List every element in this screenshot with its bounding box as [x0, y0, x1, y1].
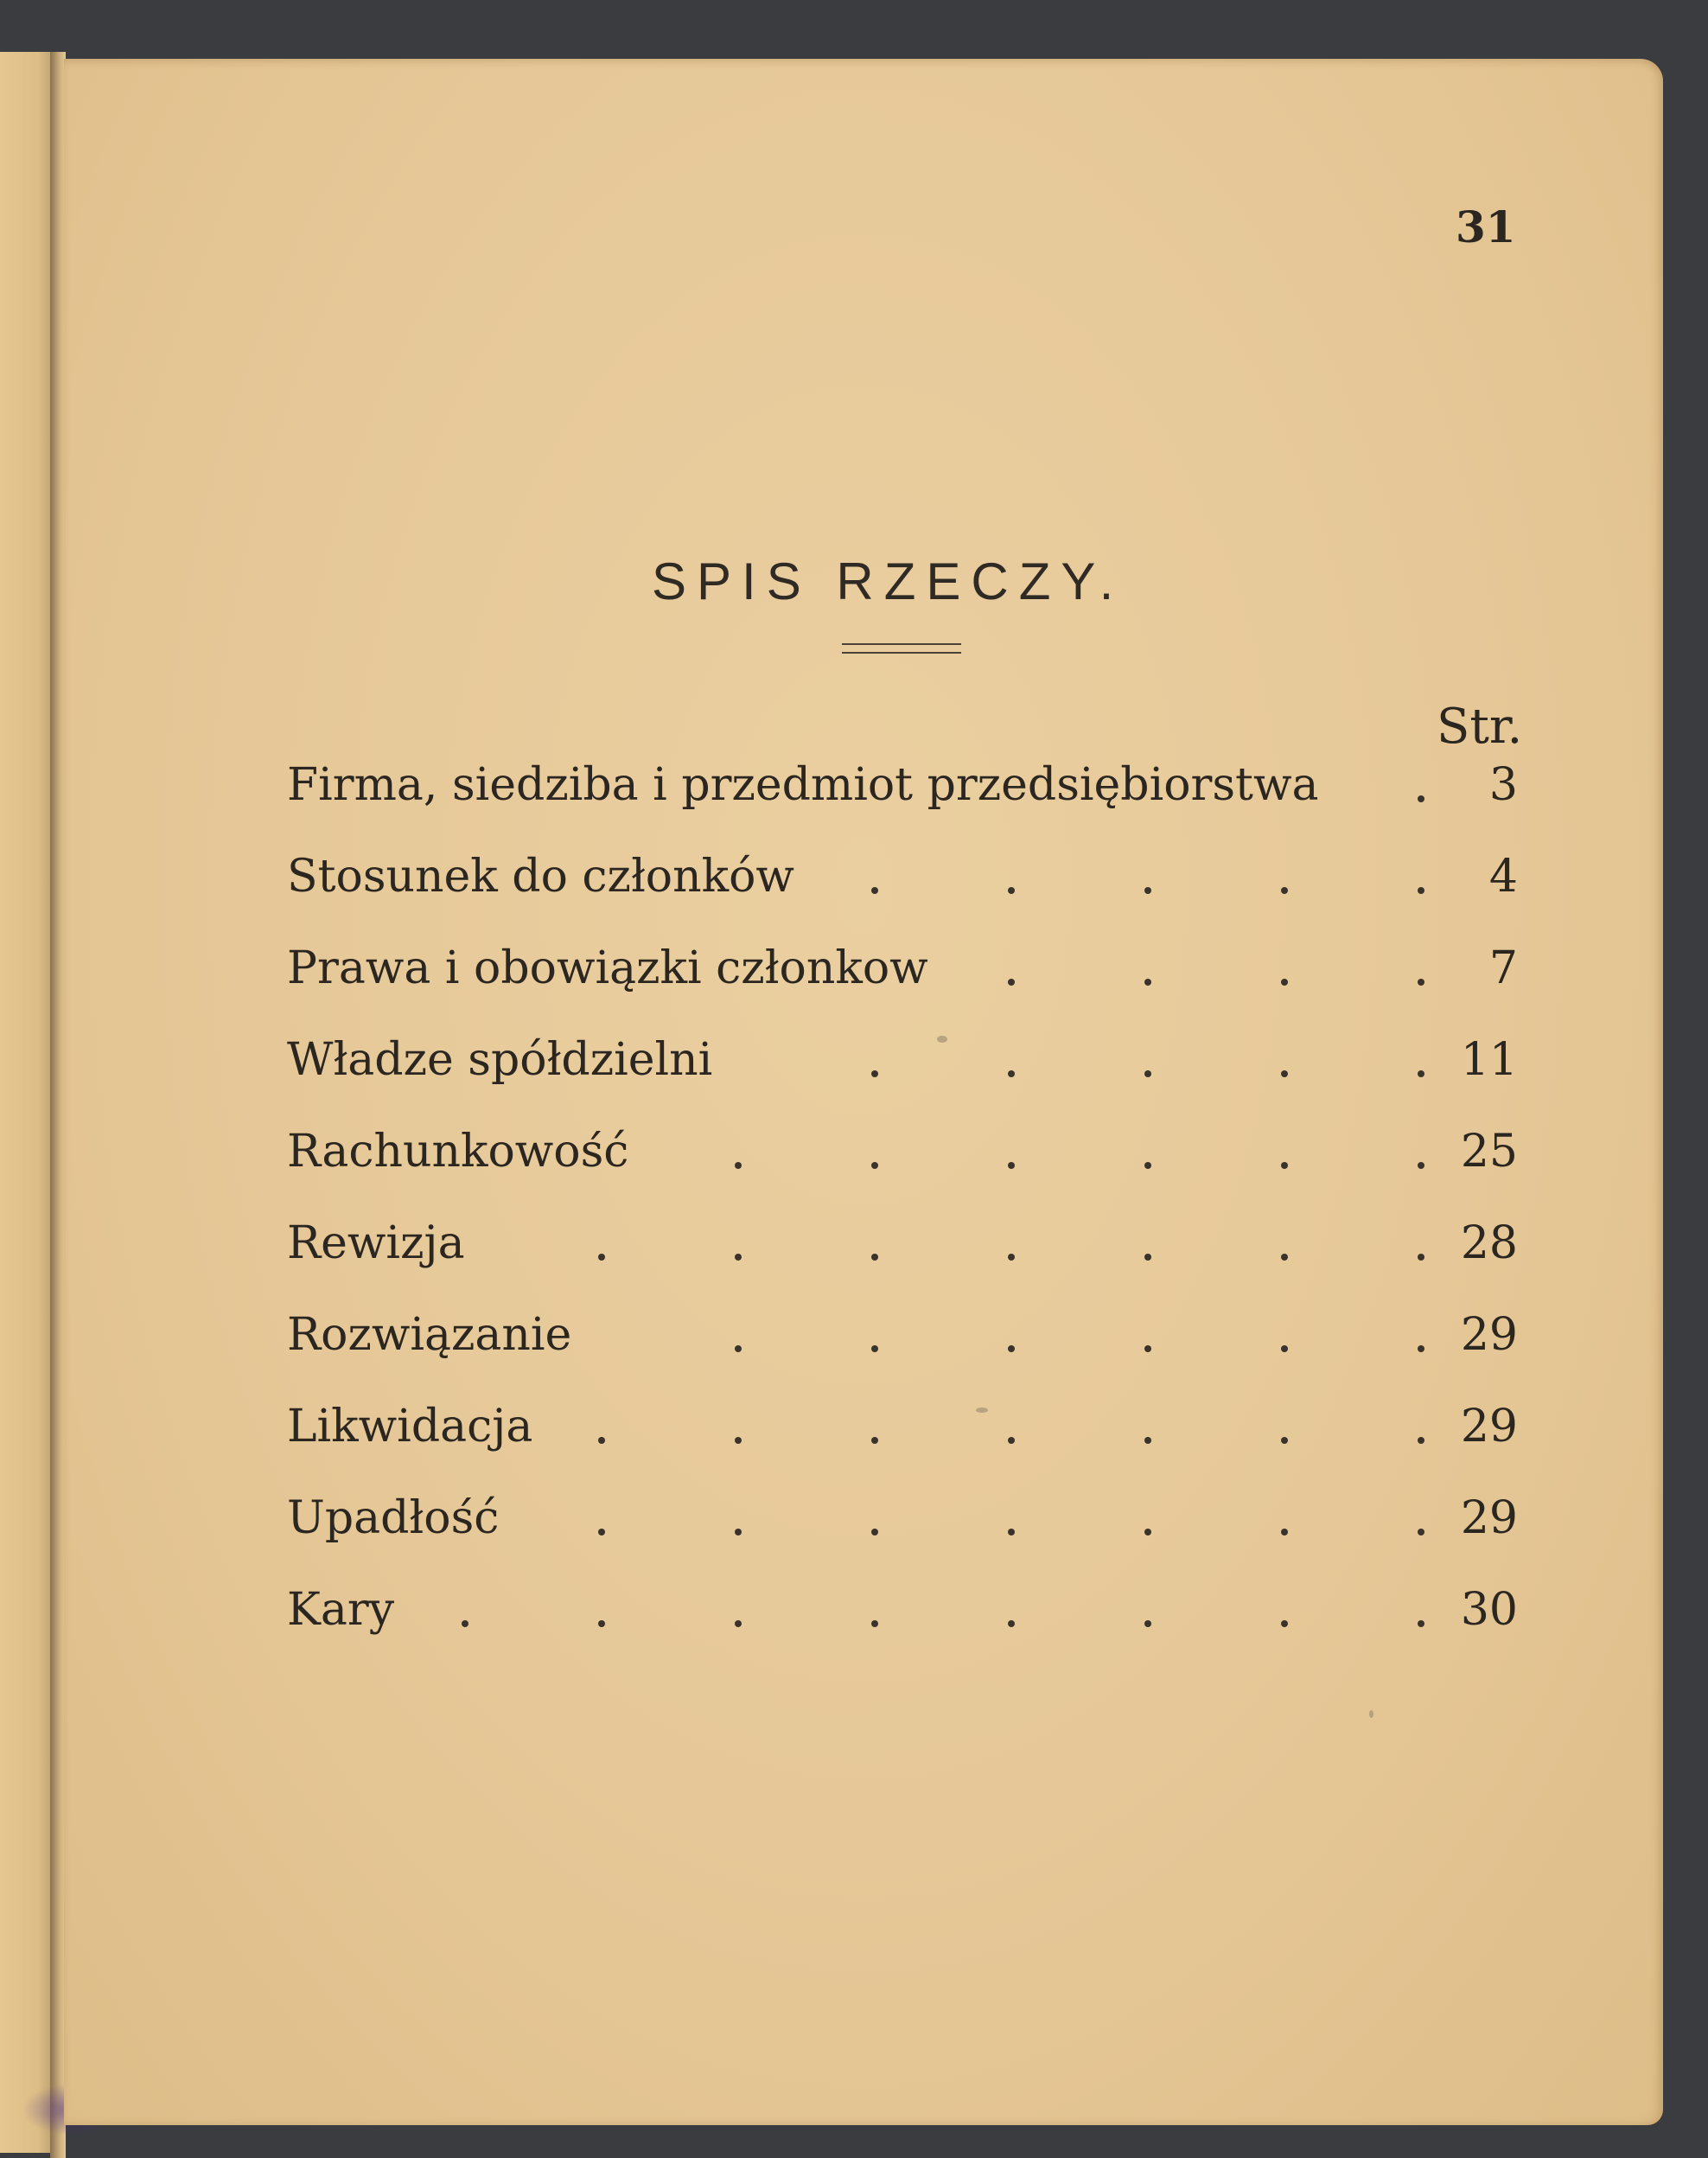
leader-dot: [735, 1437, 742, 1444]
leader-dot: [871, 1345, 878, 1352]
leader-dot: [1008, 1620, 1015, 1627]
leader-dot: [1418, 1345, 1424, 1352]
dot-leader: [287, 1126, 1428, 1186]
leader-dot: [1281, 979, 1288, 986]
toc-entry-title: Firma, siedziba i przedmiot przedsiębiorstwa: [287, 759, 1319, 811]
leader-dot: [735, 1254, 742, 1261]
leader-dot: [1008, 1162, 1015, 1169]
toc-entry: [287, 1126, 1532, 1217]
toc-entry-title: Rozwiązanie: [287, 1309, 572, 1361]
leader-dot: [871, 887, 878, 894]
leader-dot: [1008, 1070, 1015, 1077]
paper-speck: [1369, 1710, 1373, 1718]
leader-dot: [871, 1254, 878, 1261]
leader-dot: [1144, 979, 1151, 986]
heading-rule-bottom: [842, 652, 961, 654]
leader-dot: [1281, 1437, 1288, 1444]
toc-entry-title: Władze spółdzielni: [287, 1034, 713, 1086]
dot-leader: [287, 759, 1428, 820]
toc-entry: [287, 1401, 1532, 1492]
leader-dot: [871, 1529, 878, 1536]
leader-dot: [1008, 1437, 1015, 1444]
toc-entry: [287, 1034, 1532, 1126]
leader-dot: [1281, 1620, 1288, 1627]
leader-dot: [1418, 979, 1424, 986]
dot-leader: [287, 1401, 1428, 1461]
leader-dot: [1418, 1070, 1424, 1077]
toc-entry-title: Prawa i obowiązki członkow: [287, 942, 928, 994]
toc-entry-title: Kary: [287, 1584, 395, 1636]
leader-dot: [1281, 1254, 1288, 1261]
toc-entry-page: 3: [1488, 759, 1518, 811]
leader-dot: [1281, 1070, 1288, 1077]
leader-dot: [1008, 887, 1015, 894]
leader-dot: [735, 1162, 742, 1169]
toc-entry: [287, 942, 1532, 1034]
toc-entry-page: 25: [1460, 1126, 1518, 1178]
leader-dot: [871, 1620, 878, 1627]
leader-dot: [598, 1437, 605, 1444]
leader-dot: [1008, 1345, 1015, 1352]
leader-dot: [1281, 1529, 1288, 1536]
leader-dot: [598, 1529, 605, 1536]
toc-entry-page: 7: [1488, 942, 1518, 994]
leader-dot: [1418, 1254, 1424, 1261]
leader-dot: [871, 1162, 878, 1169]
toc-entry: [287, 1584, 1532, 1676]
leader-dot: [871, 1070, 878, 1077]
leader-dot: [1281, 1162, 1288, 1169]
dot-leader: [287, 1492, 1428, 1553]
paper-speck: [937, 1036, 947, 1043]
toc-entry-page: 11: [1460, 1034, 1518, 1086]
page-number: 31: [1456, 201, 1516, 252]
toc-entry-title: Rewizja: [287, 1217, 465, 1269]
toc-entry-page: 4: [1488, 851, 1518, 903]
leader-dot: [1008, 1529, 1015, 1536]
leader-dot: [1418, 1162, 1424, 1169]
leader-dot: [1144, 1162, 1151, 1169]
toc-entry-title: Likwidacja: [287, 1401, 533, 1452]
leader-dot: [1418, 1529, 1424, 1536]
toc-entry: [287, 851, 1532, 942]
toc-entry-page: 28: [1460, 1217, 1518, 1269]
leader-dot: [1418, 887, 1424, 894]
dot-leader: [287, 942, 1428, 1003]
page-column-label: Str.: [1437, 699, 1523, 755]
paper-speck: [976, 1408, 988, 1413]
dot-leader: [287, 851, 1428, 911]
leader-dot: [1144, 1070, 1151, 1077]
leader-dot: [735, 1620, 742, 1627]
toc-entry-title: Stosunek do członków: [287, 851, 794, 903]
dot-leader: [287, 1584, 1428, 1644]
dot-leader: [287, 1217, 1428, 1278]
toc-entry-title: Upadłość: [287, 1492, 500, 1544]
toc-entry-page: 29: [1460, 1401, 1518, 1452]
table-of-contents: [287, 759, 1532, 1676]
toc-entry: [287, 759, 1532, 851]
toc-entry: [287, 1217, 1532, 1309]
book-page: [64, 59, 1663, 2125]
leader-dot: [598, 1620, 605, 1627]
leader-dot: [1418, 795, 1424, 802]
leader-dot: [1008, 1254, 1015, 1261]
heading-rule-top: [842, 643, 961, 645]
leader-dot: [1281, 1345, 1288, 1352]
leader-dot: [1144, 1620, 1151, 1627]
toc-entry-page: 29: [1460, 1309, 1518, 1361]
toc-entry-page: 29: [1460, 1492, 1518, 1544]
leader-dot: [1144, 1437, 1151, 1444]
leader-dot: [1144, 1345, 1151, 1352]
toc-entry-page: 30: [1460, 1584, 1518, 1636]
leader-dot: [1008, 979, 1015, 986]
leader-dot: [735, 1345, 742, 1352]
toc-entry: [287, 1309, 1532, 1401]
leader-dot: [1418, 1620, 1424, 1627]
leader-dot: [1144, 1254, 1151, 1261]
toc-entry-title: Rachunkowość: [287, 1126, 629, 1178]
leader-dot: [1144, 1529, 1151, 1536]
leader-dot: [1281, 887, 1288, 894]
leader-dot: [598, 1254, 605, 1261]
leader-dot: [462, 1620, 468, 1627]
leader-dot: [1144, 887, 1151, 894]
leader-dot: [871, 1437, 878, 1444]
dot-leader: [287, 1034, 1428, 1095]
leader-dot: [735, 1529, 742, 1536]
leader-dot: [1418, 1437, 1424, 1444]
dot-leader: [287, 1309, 1428, 1370]
page-heading: SPIS RZECZY.: [652, 552, 1125, 610]
toc-entry: [287, 1492, 1532, 1584]
